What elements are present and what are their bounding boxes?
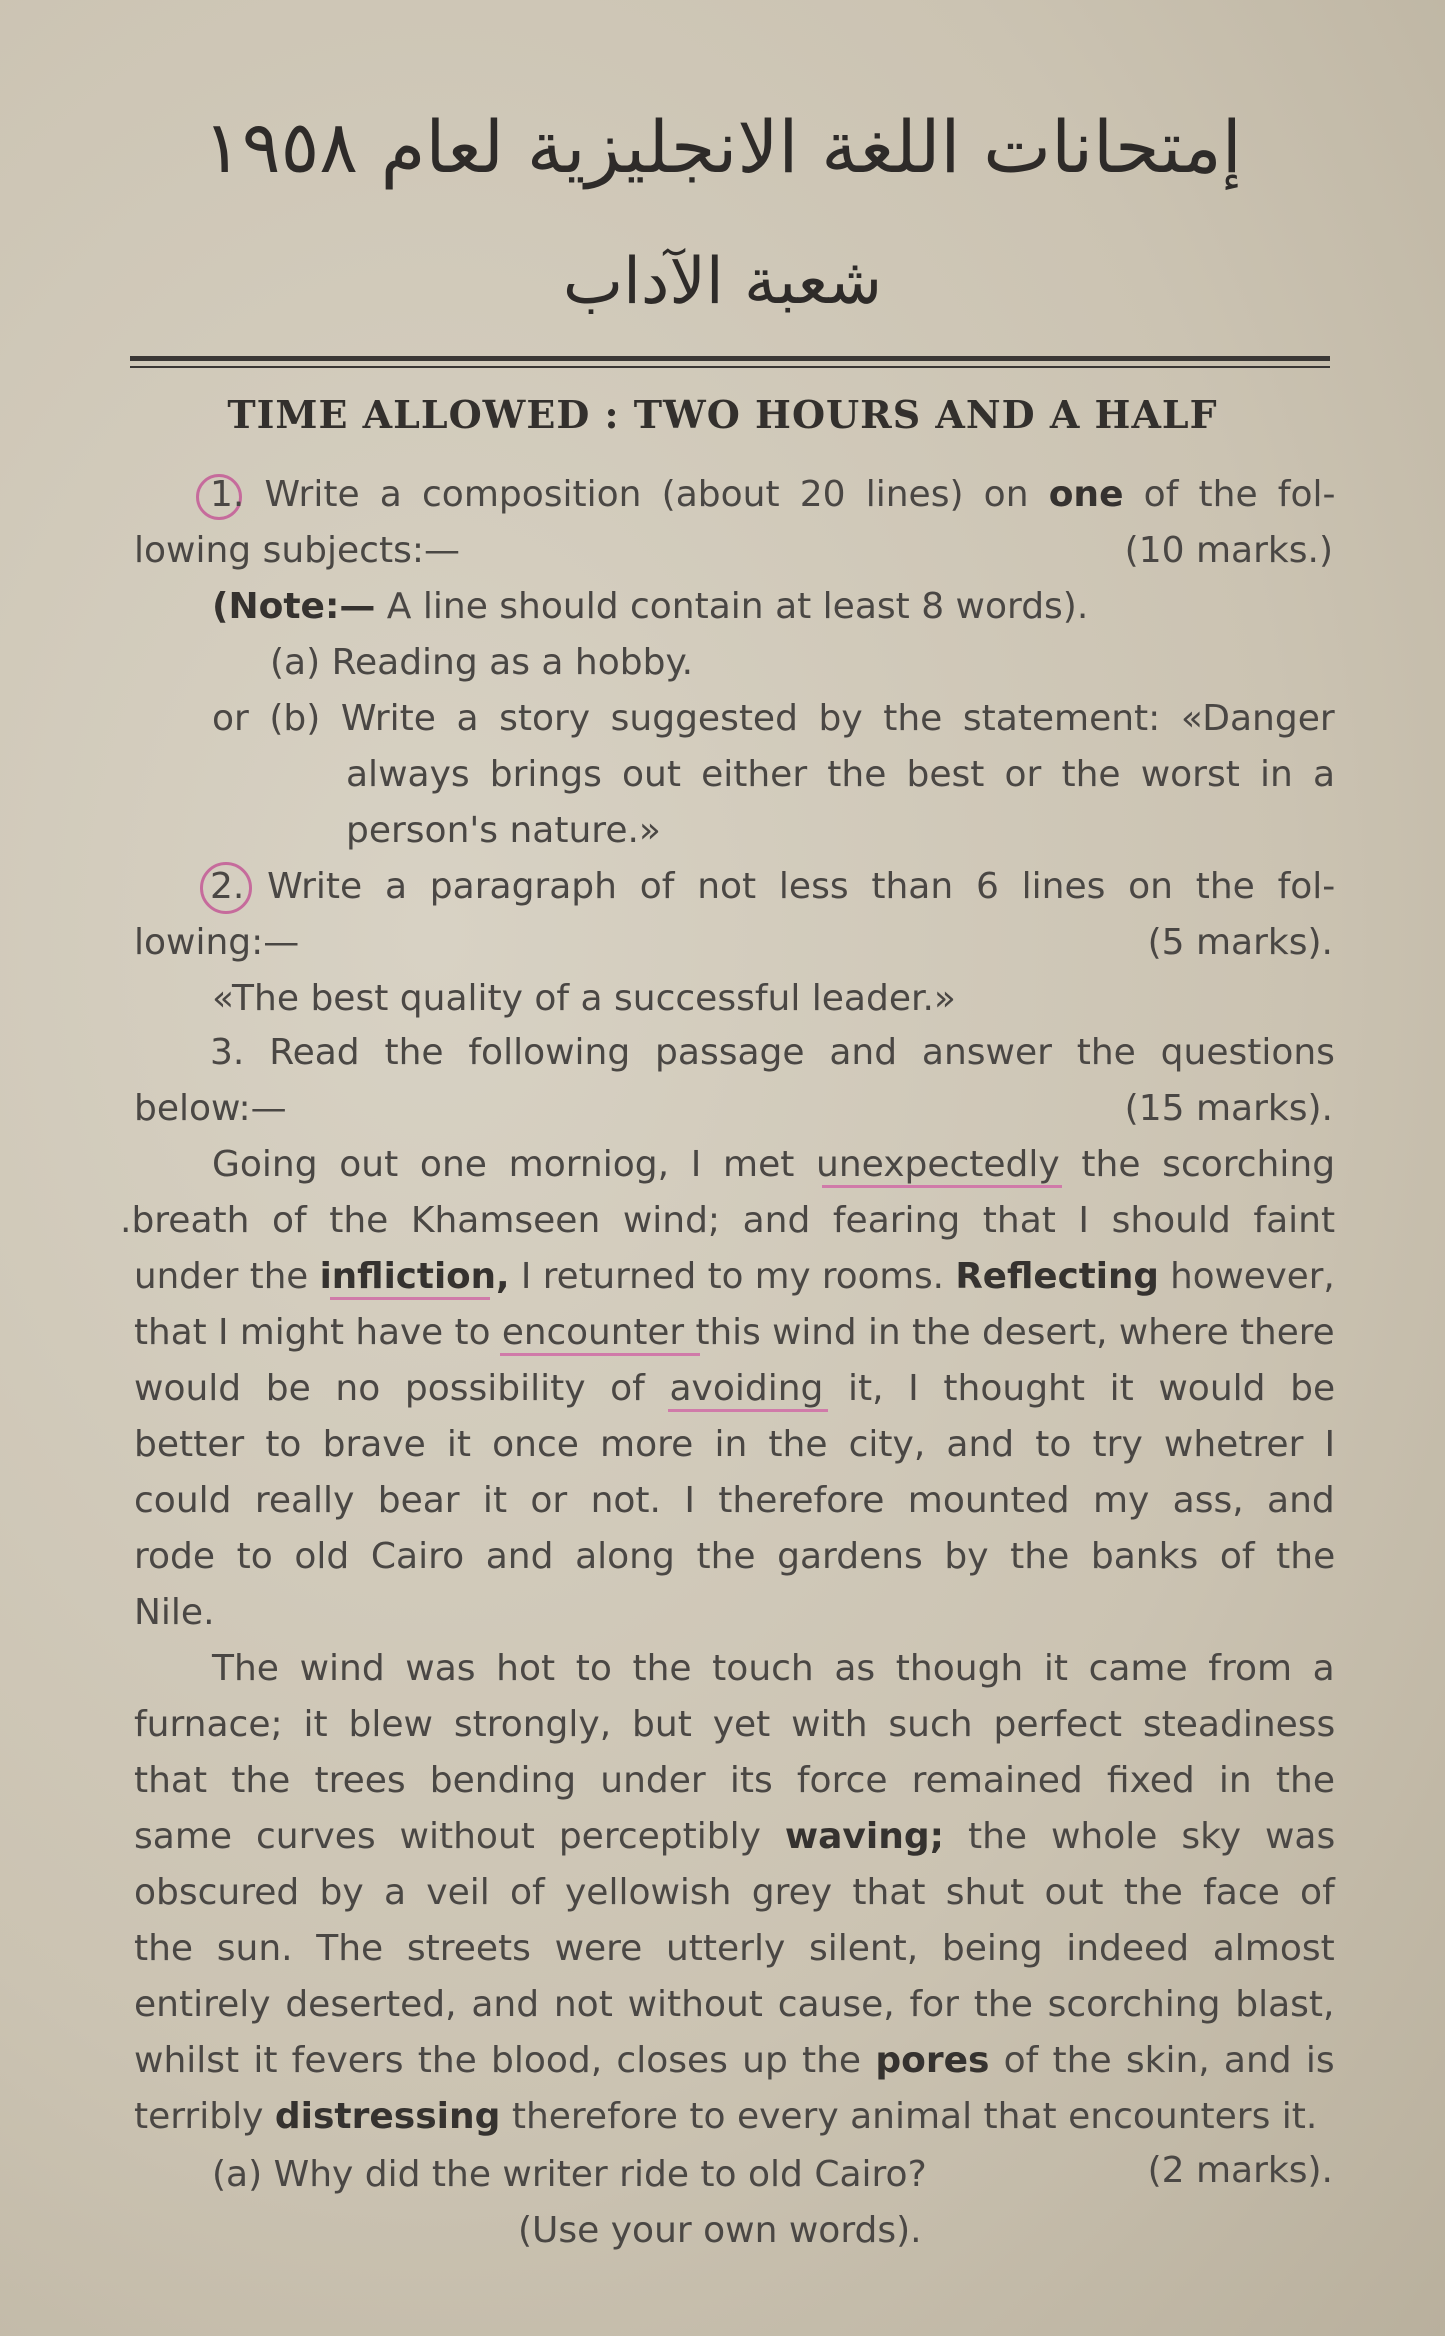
passage-line: terribly distressing therefore to every animal that encounters it. (134, 2096, 1318, 2137)
passage-line: better to brave it once more in the city, and to try whetrer I (134, 1424, 1336, 1465)
passage-line: could really bear it or not. I therefore mounted my ass, and (134, 1480, 1335, 1521)
q1-option-a: (a) Reading as a hobby. (270, 642, 694, 683)
pen-underline (668, 1409, 828, 1412)
passage-line: Nile. (134, 1592, 215, 1633)
q3-number: 3. (210, 1032, 245, 1073)
pen-underline (822, 1185, 1062, 1188)
passage-line: .breath of the Khamseen wind; and fearing that I should faint (120, 1200, 1336, 1241)
divider-thick (130, 356, 1330, 361)
passage-line: the sun. The streets were utterly silent, being indeed almost (134, 1928, 1335, 1969)
q3-line2: below:— (134, 1088, 287, 1129)
pen-underline (500, 1353, 700, 1356)
q2-line2: lowing:— (134, 922, 300, 963)
q1-option-b-line2: always brings out either the best or the worst in a (346, 754, 1336, 795)
arabic-subtitle: شعبة الآداب (562, 245, 883, 319)
q1-marks: (10 marks.) (1124, 530, 1333, 571)
passage-line: rode to old Cairo and along the gardens by the banks of the (134, 1536, 1336, 1577)
q1-line1: 1. Write a composition (about 20 lines) on one of the fol- (210, 474, 1336, 515)
q2-line1: 2. Write a paragraph of not less than 6 lines on the fol- (210, 866, 1336, 907)
passage-line: Going out one morniog, I met unexpectedly the scorching (212, 1144, 1336, 1185)
q2-quote: «The best quality of a successful leader.» (212, 978, 956, 1019)
q2-number: 2. (210, 866, 245, 907)
passage-line: that the trees bending under its force remained fixed in the (134, 1760, 1335, 1801)
q3-line1: 3. Read the following passage and answer the questions (210, 1032, 1335, 1073)
passage-line: under the infliction, I returned to my rooms. Reflecting however, (134, 1256, 1335, 1297)
pen-underline (330, 1297, 490, 1300)
q1-number: 1. (210, 474, 245, 515)
passage-line: whilst it fevers the blood, closes up the pores of the skin, and is (134, 2040, 1335, 2081)
q1-option-b-line3: person's nature.» (346, 810, 661, 851)
q2-marks: (5 marks). (1147, 922, 1333, 963)
passage-line: entirely deserted, and not without cause, for the scorching blast, (134, 1984, 1335, 2025)
time-allowed-heading: TIME ALLOWED : TWO HOURS AND A HALF (227, 392, 1218, 437)
divider-thin (130, 366, 1330, 368)
q3-marks: (15 marks). (1124, 1088, 1333, 1129)
q1-line2: lowing subjects:— (134, 530, 460, 571)
passage-line: The wind was hot to the touch as though it came from a (212, 1648, 1335, 1689)
passage-line: same curves without perceptibly waving; the whole sky was (134, 1816, 1336, 1857)
q3-subquestion-a: (a) Why did the writer ride to old Cairo? (212, 2154, 927, 2195)
q1-option-b-line1: or (b) Write a story suggested by the statement: «Danger (212, 698, 1335, 739)
passage-line: that I might have to encounter this wind in the desert, where there (134, 1312, 1335, 1353)
q1-note: (Note:— A line should contain at least 8 words). (212, 586, 1089, 627)
arabic-title: إمتحانات اللغة الانجليزية لعام ١٩٥٨ (203, 105, 1242, 189)
q3-subquestion-a-marks: (2 marks). (1147, 2150, 1333, 2191)
passage-line: furnace; it blew strongly, but yet with such perfect steadiness (134, 1704, 1336, 1745)
passage-line: obscured by a veil of yellowish grey that shut out the face of (134, 1872, 1335, 1913)
passage-line: would be no possibility of avoiding it, I thought it would be (134, 1368, 1336, 1409)
q3-subquestion-a-note: (Use your own words). (518, 2210, 922, 2251)
